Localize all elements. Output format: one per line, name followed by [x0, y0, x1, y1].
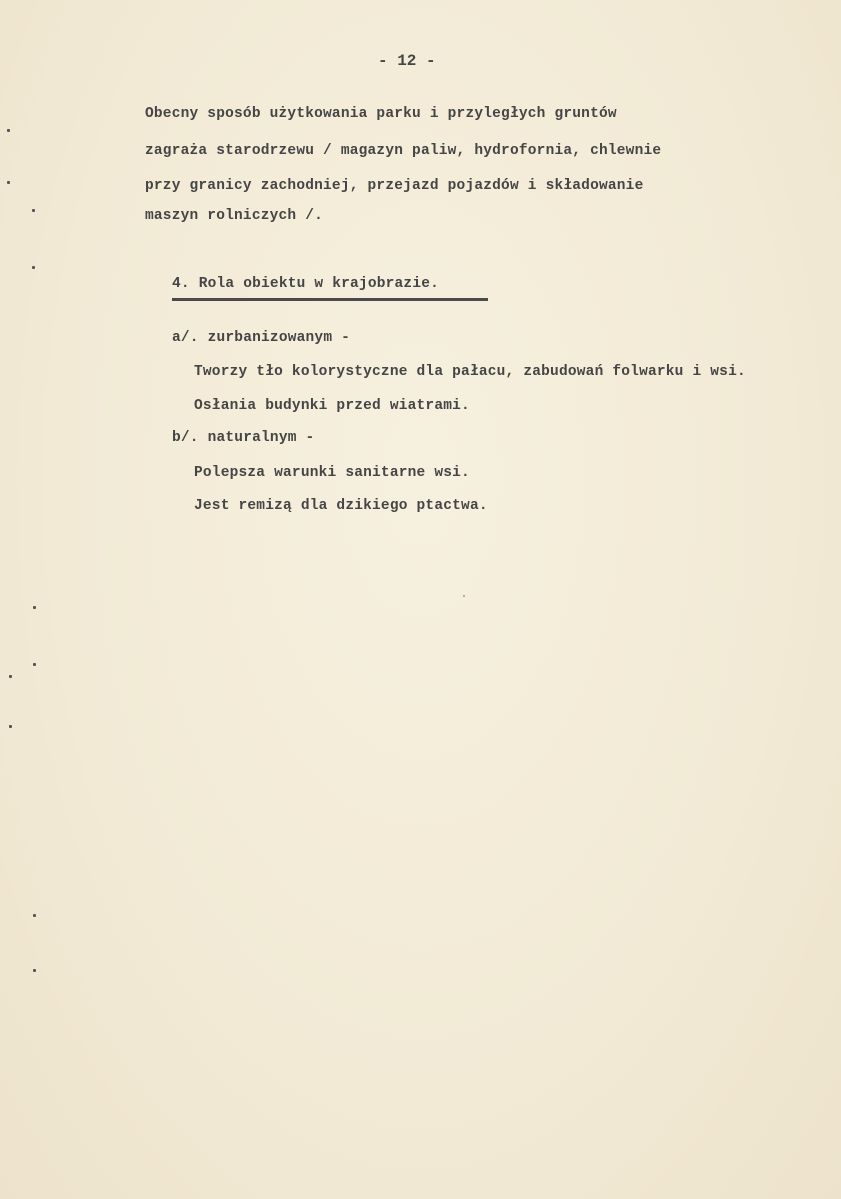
heading-underline	[172, 298, 488, 301]
section-heading: 4. Rola obiektu w krajobrazie.	[172, 276, 440, 292]
paragraph-line: maszyn rolniczych /.	[145, 208, 324, 224]
paragraph-line: Obecny sposób użytkowania parku i przyległych gruntów	[145, 106, 617, 122]
item-a-line: Osłania budynki przed wiatrami.	[194, 398, 470, 414]
item-a-label: a/. zurbanizowanym -	[172, 330, 351, 346]
scan-mark	[463, 595, 465, 597]
paragraph-line: zagraża starodrzewu / magazyn paliw, hydrofornia, chlewnie	[145, 143, 662, 159]
scan-mark	[9, 675, 12, 678]
paragraph-line: przy granicy zachodniej, przejazd pojazdów i składowanie	[145, 178, 644, 194]
item-a-line: Tworzy tło kolorystyczne dla pałacu, zabudowań folwarku i wsi.	[194, 364, 746, 380]
item-b-line: Jest remizą dla dzikiego ptactwa.	[194, 498, 488, 514]
scan-mark	[33, 606, 36, 609]
item-b-line: Polepsza warunki sanitarne wsi.	[194, 465, 470, 481]
scan-mark	[33, 969, 36, 972]
page-number: - 12 -	[378, 52, 436, 70]
item-b-label: b/. naturalnym -	[172, 430, 315, 446]
scan-mark	[32, 209, 35, 212]
scan-mark	[7, 129, 10, 132]
scan-mark	[33, 914, 36, 917]
scan-mark	[9, 725, 12, 728]
scan-mark	[33, 663, 36, 666]
scan-mark	[32, 266, 35, 269]
scan-mark	[7, 181, 10, 184]
